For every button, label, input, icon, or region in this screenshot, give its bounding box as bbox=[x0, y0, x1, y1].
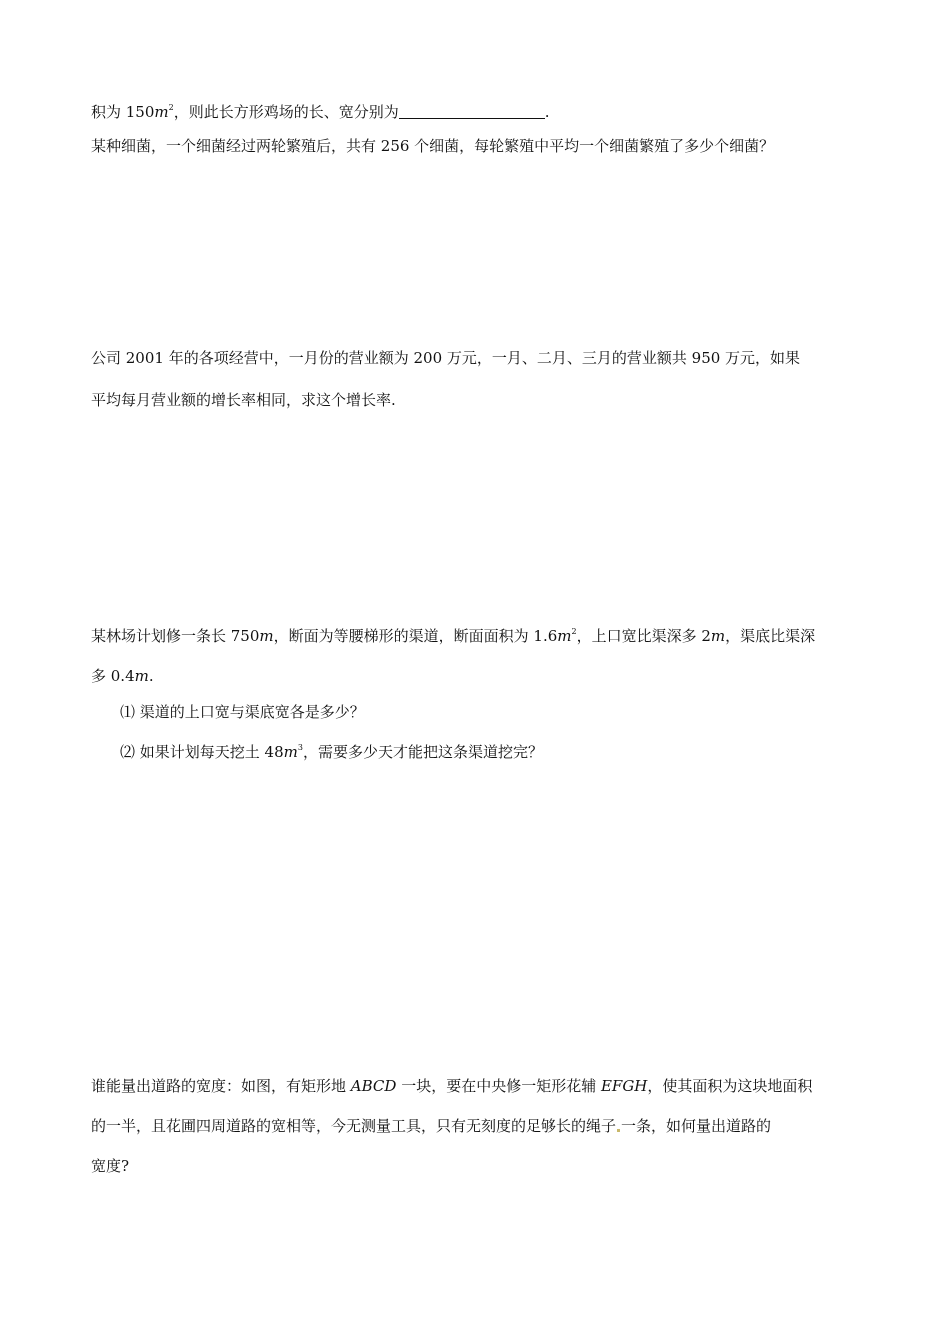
q4-sub-2-text-a: ⑵ 如果计划每天挖土 48 bbox=[120, 743, 284, 761]
q4-line-2 bbox=[91, 666, 154, 686]
q3-line-1 bbox=[91, 348, 800, 368]
q5-line-3 bbox=[91, 1156, 129, 1176]
q4-sub-1-text: ⑴ 渠道的上口宽与渠底宽各是多少？ bbox=[120, 703, 365, 721]
q4-unit-1: m bbox=[259, 627, 274, 645]
q5-text-a: 谁能量出道路的宽度：如图，有矩形地 bbox=[91, 1077, 351, 1095]
q5-line-1 bbox=[91, 1076, 812, 1096]
q4-sub-2-unit-exp: 3 bbox=[297, 743, 303, 752]
q4-text-a: 某林场计划修一条长 750 bbox=[91, 627, 260, 645]
q1-unit-exp: 2 bbox=[168, 103, 174, 112]
stray-dot-mark bbox=[617, 1129, 620, 1132]
q4-sub-1 bbox=[120, 702, 365, 722]
q4-sub-2-unit: m bbox=[283, 743, 298, 761]
q5-text-e: 一条，如何量出道路的 bbox=[621, 1117, 772, 1135]
q5-text-b: 一块，要在中央修一矩形花辅 bbox=[396, 1077, 601, 1095]
q4-text-b: ，断面为等腰梯形的渠道，断面面积为 1.6 bbox=[273, 627, 558, 645]
q3-text-1: 公司 2001 年的各项经营中，一月份的营业额为 200 万元，一月、二月、三月的营业额共 950 万元，如果 bbox=[91, 349, 801, 367]
q1-answer-blank[interactable] bbox=[399, 103, 545, 119]
q4-unit-4: m bbox=[134, 667, 149, 685]
q1-text-end: . bbox=[544, 103, 550, 121]
q3-line-2 bbox=[91, 390, 396, 410]
q5-text-d: 的一半，且花圃四周道路的宽相等，今无测量工具，只有无刻度的足够长的绳子 bbox=[91, 1117, 617, 1135]
q4-text-f: . bbox=[148, 667, 154, 685]
q4-sub-2 bbox=[120, 742, 543, 762]
q2-text: 某种细菌，一个细菌经过两轮繁殖后，共有 256 个细菌，每轮繁殖中平均一个细菌繁殖了多少个细菌？ bbox=[91, 137, 775, 155]
q5-rect-abcd: ABCD bbox=[350, 1077, 397, 1095]
q2-line bbox=[91, 136, 774, 156]
q4-text-e: 多 0.4 bbox=[91, 667, 135, 685]
q5-line-2 bbox=[91, 1116, 771, 1136]
q3-text-2: 平均每月营业额的增长率相同，求这个增长率. bbox=[91, 391, 396, 409]
q5-text-f: 宽度? bbox=[91, 1157, 130, 1175]
q4-text-d: ，渠底比渠深 bbox=[725, 627, 816, 645]
q4-unit-2-exp: 2 bbox=[571, 627, 577, 636]
q1-line bbox=[91, 102, 550, 122]
q5-text-c: ，使其面积为这块地面积 bbox=[647, 1077, 813, 1095]
q1-unit: m bbox=[154, 103, 169, 121]
q1-text-b: ，则此长方形鸡场的长、宽分别为 bbox=[173, 103, 399, 121]
q4-unit-3: m bbox=[710, 627, 726, 645]
q4-sub-2-text-b: ，需要多少天才能把这条渠道挖完？ bbox=[302, 743, 543, 761]
q5-rect-efgh: EFGH bbox=[600, 1077, 648, 1095]
q4-line-1 bbox=[91, 626, 815, 646]
q4-unit-2: m bbox=[557, 627, 572, 645]
q4-text-c: ，上口宽比渠深多 2 bbox=[576, 627, 711, 645]
q1-text-a: 积为 150 bbox=[91, 103, 155, 121]
